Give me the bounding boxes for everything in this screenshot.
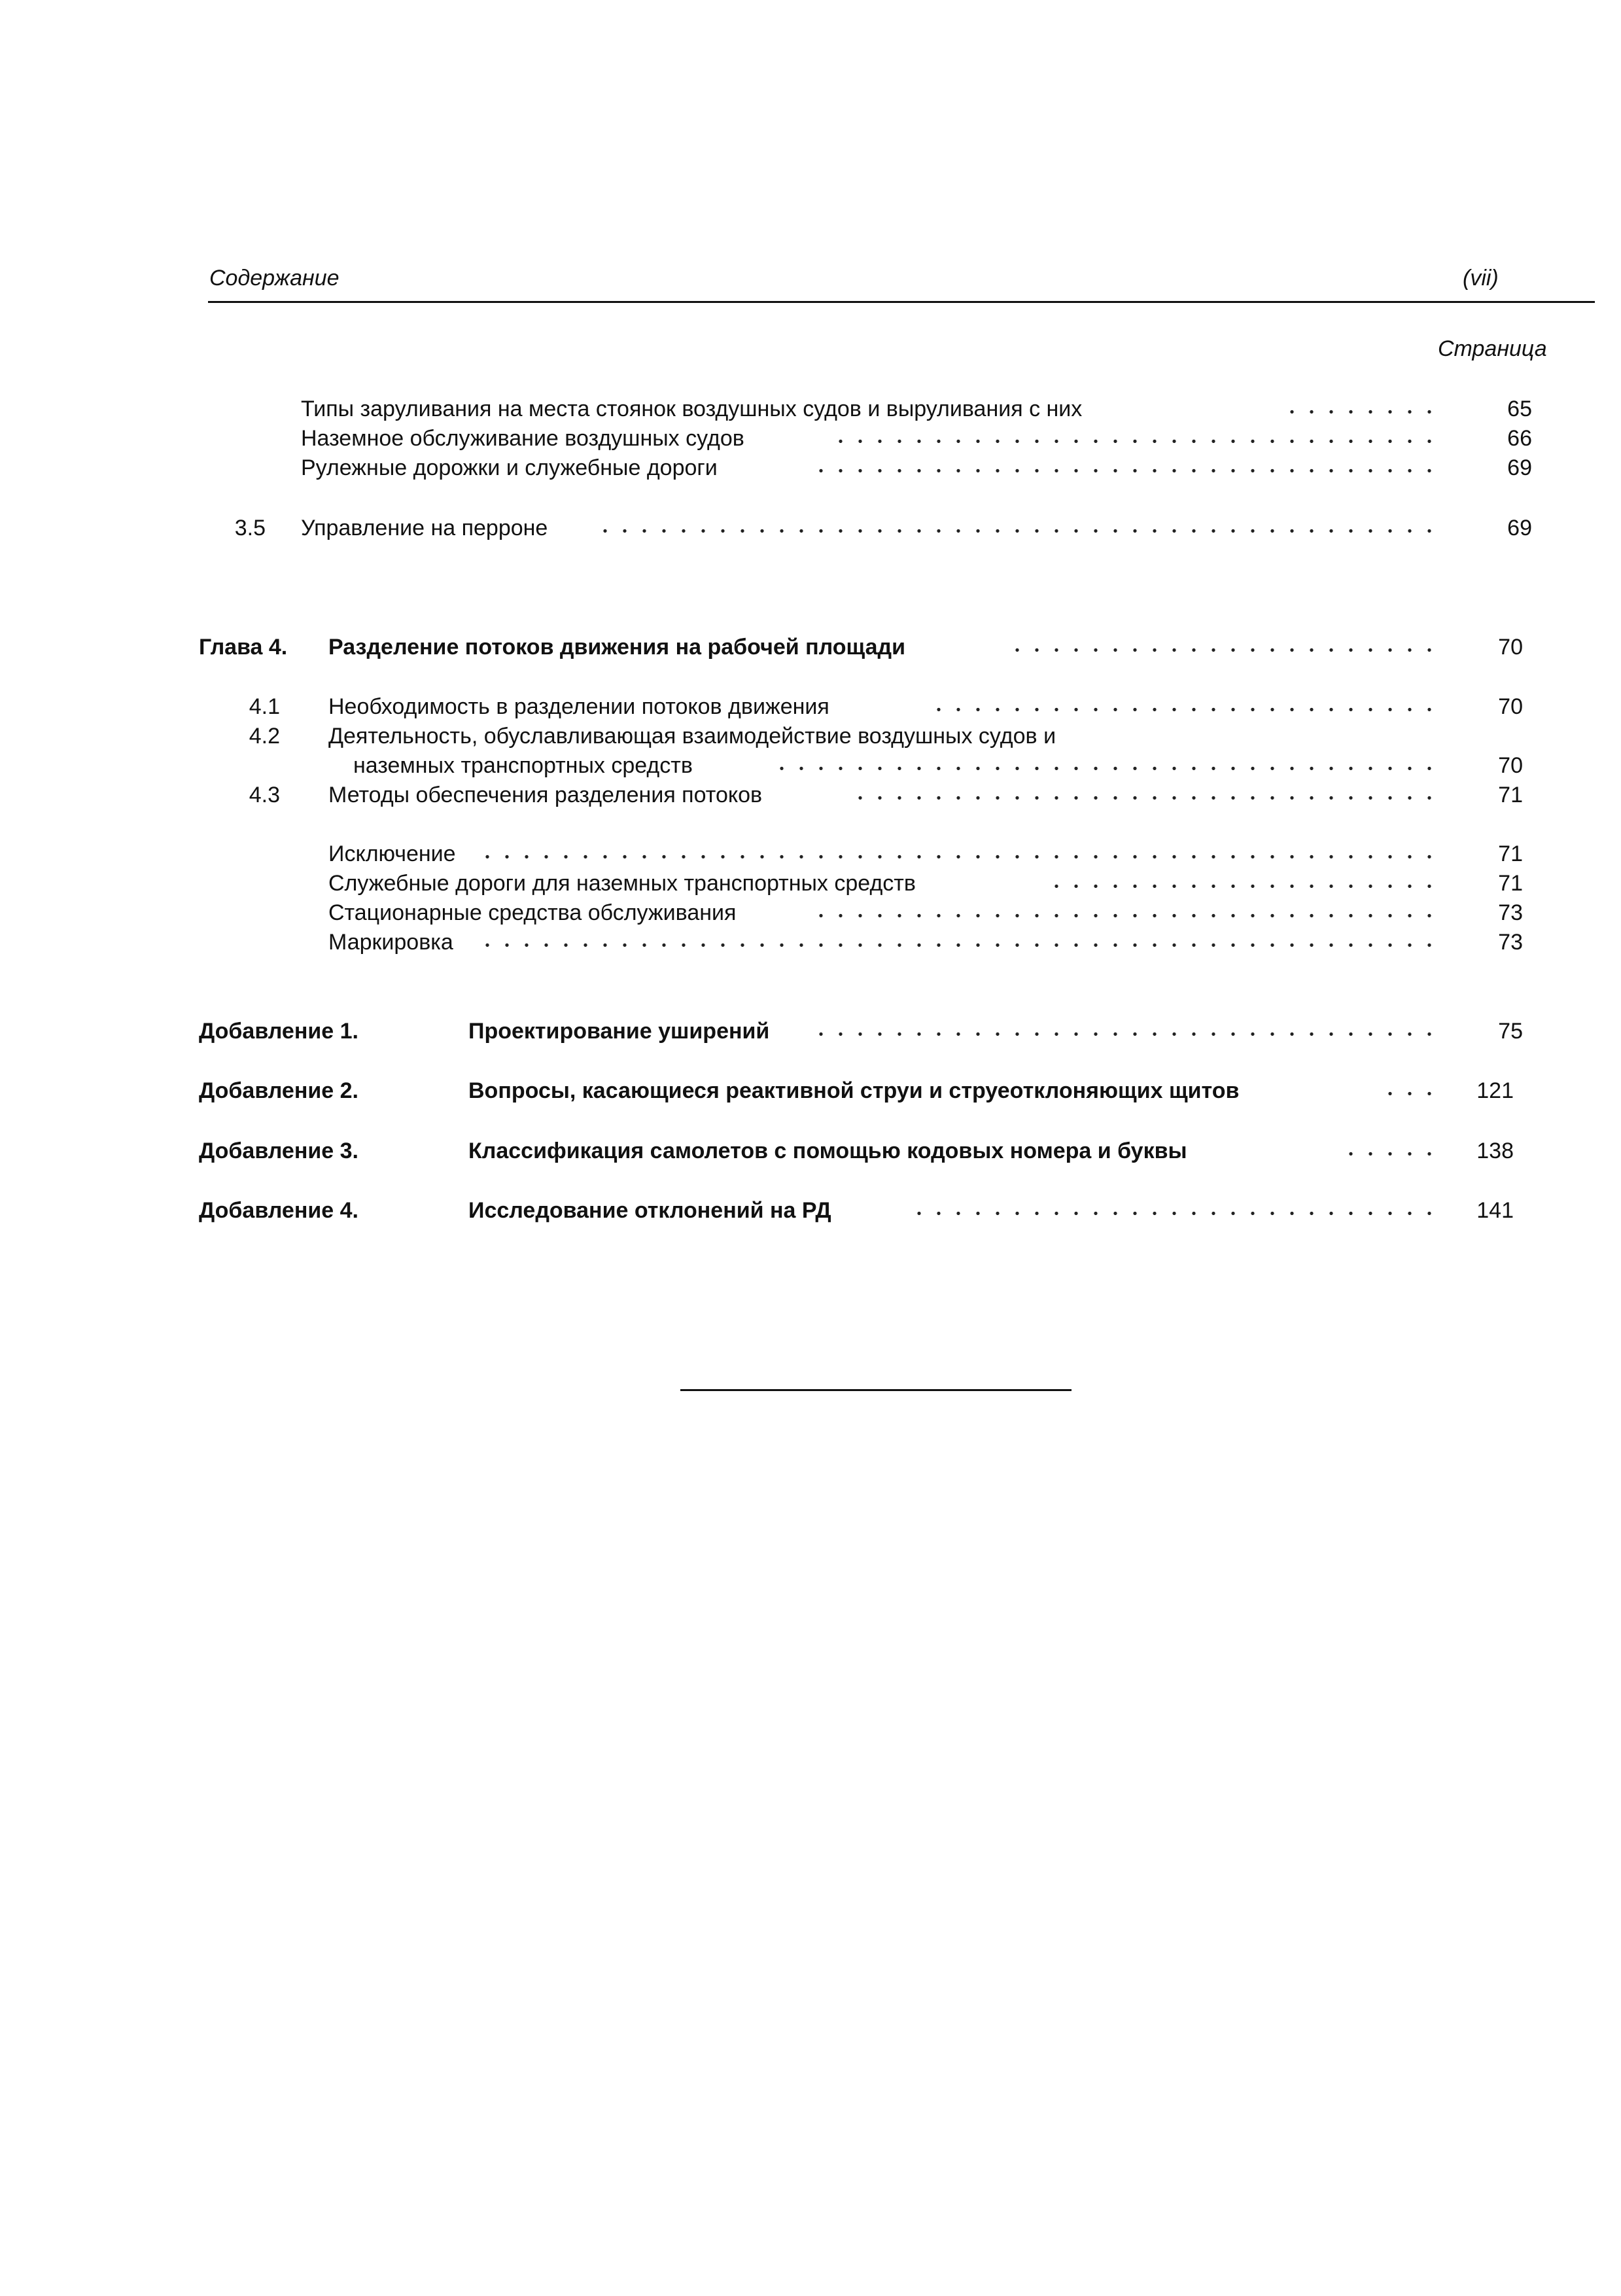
toc-appendix[interactable] [0, 1137, 1621, 1165]
toc-entry-number: 4.2 [249, 724, 280, 749]
toc-entry-title: Управление на перроне [301, 516, 548, 540]
page-header-title: Содержание [209, 266, 340, 291]
toc-entry-title: Рулежные дорожки и служебные дороги [301, 455, 718, 480]
toc-entry[interactable] [0, 514, 1621, 542]
toc-entry[interactable] [0, 453, 1621, 482]
header-rule [208, 301, 1595, 303]
toc-entry[interactable] [0, 424, 1621, 453]
dot-leader [1007, 633, 1439, 662]
dot-leader [1276, 395, 1439, 423]
toc-entry-number: 4.1 [249, 694, 280, 719]
toc-entry-page: 69 [1507, 455, 1532, 480]
toc-entry-page: 75 [1498, 1019, 1523, 1044]
end-rule [680, 1389, 1072, 1391]
appendix-label: Добавление 4. [199, 1198, 358, 1223]
appendix-label: Добавление 3. [199, 1139, 358, 1163]
dot-leader [811, 453, 1439, 482]
toc-entry-title: Типы заруливания на места стоянок воздушных судов и выруливания с них [301, 397, 1083, 421]
toc-entry[interactable] [0, 781, 1621, 809]
appendix-title: Классификация самолетов с помощью кодовых номера и буквы [468, 1139, 1187, 1163]
dot-leader [903, 1196, 1439, 1225]
toc-entry[interactable] [0, 395, 1621, 423]
toc-appendix[interactable] [0, 1076, 1621, 1105]
appendix-label: Добавление 2. [199, 1078, 358, 1103]
toc-entry-page: 70 [1498, 753, 1523, 778]
toc-entry-title: Методы обеспечения разделения потоков [328, 783, 763, 807]
dot-leader [850, 781, 1439, 809]
dot-leader [818, 1017, 1439, 1046]
toc-entry-page: 121 [1476, 1078, 1514, 1103]
toc-entry-title-continued: наземных транспортных средств [353, 753, 693, 778]
toc-entry-title: Служебные дороги для наземных транспортных средств [328, 871, 916, 896]
toc-entry-page: 71 [1498, 871, 1523, 896]
toc-entry-page: 71 [1498, 841, 1523, 866]
dot-leader [1374, 1076, 1439, 1105]
toc-entry-page: 138 [1476, 1139, 1514, 1163]
toc-entry-number: 3.5 [234, 516, 266, 540]
dot-leader [778, 751, 1439, 780]
dot-leader [484, 839, 1439, 868]
page-number: (vii) [1463, 266, 1499, 291]
toc-appendix[interactable] [0, 1017, 1621, 1046]
dot-leader [602, 514, 1439, 542]
toc-entry-page: 65 [1507, 397, 1532, 421]
dot-leader [837, 424, 1439, 453]
dot-leader [1334, 1137, 1439, 1165]
appendix-label: Добавление 1. [199, 1019, 358, 1044]
toc-entry[interactable] [0, 928, 1621, 957]
dot-leader [1040, 869, 1439, 898]
toc-entry[interactable] [0, 869, 1621, 898]
toc-entry-continuation[interactable] [0, 751, 1621, 780]
dot-leader [484, 928, 1439, 957]
toc-chapter-number: Глава 4. [199, 635, 288, 660]
toc-entry-title: Необходимость в разделении потоков движения [328, 694, 829, 719]
appendix-title: Проектирование уширений [468, 1019, 770, 1044]
toc-entry[interactable] [0, 722, 1621, 751]
toc-entry-page: 71 [1498, 783, 1523, 807]
toc-entry-page: 70 [1498, 635, 1523, 660]
toc-chapter-title: Разделение потоков движения на рабочей площади [328, 635, 906, 660]
toc-entry-title: Исключение [328, 841, 456, 866]
page-column-label: Страница [1438, 336, 1547, 361]
appendix-title: Исследование отклонений на РД [468, 1198, 831, 1223]
toc-entry[interactable] [0, 898, 1621, 927]
toc-entry-title: Стационарные средства обслуживания [328, 900, 737, 925]
toc-entry-title: Деятельность, обуславливающая взаимодействие воздушных судов и [328, 724, 1056, 749]
toc-entry-title: Наземное обслуживание воздушных судов [301, 426, 744, 451]
toc-entry-page: 66 [1507, 426, 1532, 451]
toc-entry-number: 4.3 [249, 783, 280, 807]
toc-entry-page: 73 [1498, 900, 1523, 925]
toc-entry[interactable] [0, 692, 1621, 721]
toc-entry-page: 141 [1476, 1198, 1514, 1223]
dot-leader [922, 692, 1439, 721]
toc-entry-page: 69 [1507, 516, 1532, 540]
dot-leader [811, 898, 1439, 927]
toc-entry-page: 70 [1498, 694, 1523, 719]
toc-chapter[interactable] [0, 633, 1621, 662]
toc-entry-title: Маркировка [328, 930, 453, 955]
toc-appendix[interactable] [0, 1196, 1621, 1225]
appendix-title: Вопросы, касающиеся реактивной струи и струеотклоняющих щитов [468, 1078, 1240, 1103]
toc-entry[interactable] [0, 839, 1621, 868]
toc-entry-page: 73 [1498, 930, 1523, 955]
